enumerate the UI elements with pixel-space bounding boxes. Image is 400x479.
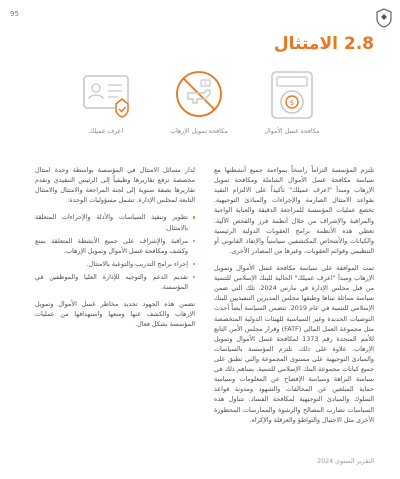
body-paragraph: تمت الموافقة على سياسة مكافحة غسل الأموال وتمويل الإرهاب ومبدأ "اعرف عميلك" الحالية للبنك الإسلامي للتنمية من قبل مجلس الإدارة في مارس 2024. تلك التي ضمن سياسة مماثلة تبناها وطبقها مجلس المديرين التنفيذيين للبنك الإسلامي للتنمية في عام 2019. تتضمن السياسة أيضاً أحدث التوصيات الجديدة وغير السياسية للهيئات الدولية المتخصصة مثل مجموعة العمل المالي (FATF) وقرار مجلس الأمن التابع للأمم المتحدة رقم 1373 لمكافحة غسل الأموال وتمويل الإرهاب. علاوة على ذلك، تلتزم المؤسسة بالسياسات والمبادئ التوجيهية على مستوى المجموعة والتي تطبق على جميع كيانات مجموعة البنك الإسلامي للتنمية. يساهم ذلك في سياسة النزاهة وسياسة الإفصاح عن المعلومات وسياسة حماية المبلغين عن المخالفات والشهود ومدونة قواعد السلوك والمبادئ التوجيهية لمكافحة الفساد. تتناول هذه السياسات تضارب المصالح والرشوة والممارسات المحظورة الأخرى مثل الاحتيال والتواطؤ والعرقلة والإكراه. [214, 263, 375, 424]
list-item: إجراء برامج التدريب والتوعية بالامتثال. [35, 259, 195, 269]
body-paragraph: تلتزم المؤسسة التزاماً راسخاً بمواءمة جميع أنشطتها مع سياسة مكافحة غسل الأموال الشاملة ومكافحة تمويل الإرهاب ومبدأ "اعرف عميلك" تأكيداً على الالتزام التقيد بقواعد الامتثال الصارمة والإجراءات والمبادئ التوجيهية. تخضع عمليات المؤسسة للمراجعة الدقيقة والعناية الواجبة والمراقبة والإشراف من خلال أنظمة فرز والفحص الآلية. تغطي هذه الأنظمة برامج العقوبات الدولية الرئيسية والكيانات والأشخاص المكتشفين سياسياً والإنفاذ القانوني أو التنظيمي وقوائم العقوبات، وغيرها من المصادر الأخرى. [214, 166, 374, 255]
compliance-icons-row [60, 66, 338, 146]
right-text-column [214, 165, 374, 432]
kyc-illustration [60, 66, 152, 146]
page-title: 2.8 الامتثال [273, 34, 374, 54]
terrorism-financing-icon [171, 66, 227, 122]
list-item: تقديم الدعم والتوجيه للإدارة العليا والموظفين في المؤسسة. [35, 272, 195, 292]
ctf-illustration [153, 66, 245, 146]
list-item: تطوير وتنفيذ السياسات والأدلة والإجراءات المتعلقة بالامتثال. [35, 212, 195, 232]
footer-report-name: التقرير السنوي 2024 [317, 458, 374, 465]
ctf-caption: مكافحة تمويل الإرهاب [170, 128, 228, 135]
know-your-customer-icon [78, 66, 134, 122]
body-paragraph: تضمن هذه الجهود تحديد مخاطر غسل الأموال وتمويل الإرهاب والكشف عنها ومنعها واستهدافها من عمليات المؤسسة بشكل فعال. [35, 300, 195, 329]
svg-text:$: $ [289, 99, 295, 107]
organization-logo-icon [376, 8, 392, 28]
aml-illustration [246, 66, 338, 146]
kyc-caption: اعرف عميلك [88, 128, 124, 135]
responsibilities-list [35, 212, 195, 292]
body-paragraph: تُدار مسائل الامتثال في المؤسسة بواسطة وحدة امتثال مخصصة ترفع تقاريرها وظيفياً إلى الرئيس التنفيذي وتقدم تقاريرها بصفة سنوية إلى لجنة المراجعة والامتثال والامتثال التابعة لمجلس الإدارة. تشمل مسؤوليات الوحدة: [35, 166, 195, 205]
list-item: مراقبة والإشراف على جميع الأنشطة المتعلقة بمنع وكشف ومكافحة غسل الأموال وتمويل الإرهاب. [35, 236, 195, 256]
page-number: 95 [10, 10, 19, 18]
left-text-column [35, 165, 195, 337]
aml-caption: مكافحة غسل الأموال [264, 128, 320, 135]
svg-text:$: $ [203, 81, 208, 87]
money-laundering-icon [264, 66, 320, 122]
